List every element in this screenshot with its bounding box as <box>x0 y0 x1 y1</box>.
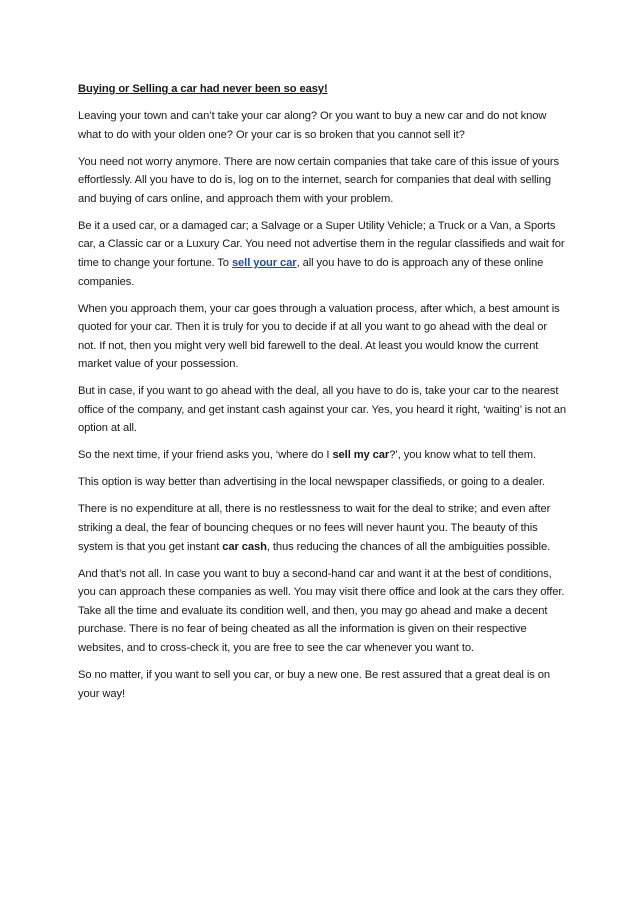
paragraph-3 <box>78 217 568 291</box>
paragraph-8 <box>78 500 568 556</box>
paragraph-3-text-end: , all you have to do is approach any of these online companies. <box>78 256 544 288</box>
paragraph-4: When you approach them, your car goes through a valuation process, after which, a best amount is quoted for your car. Then it is truly for you to decide if at all you want to go ahead with the deal or not. If not, then you might very well bid farewell to the deal. At least you would know the current market value of your possession. <box>78 302 560 371</box>
paragraph-2: You need not worry anymore. There are now certain companies that take care of this issue of yours effortlessly. All you have to do is, log on to the internet, search for companies that deal with selling and buying of cars online, and approach them with your problem. <box>78 155 559 205</box>
paragraph-10: So no matter, if you want to sell you car, or buy a new one. Be rest assured that a great deal is on your way! <box>78 668 550 700</box>
document-title: Buying or Selling a car had never been so easy! <box>78 83 328 95</box>
sell-my-car-bold: sell my car <box>332 449 390 462</box>
document-page <box>78 80 568 712</box>
paragraph-3-text-start: Be it a used car, or a damaged car; a Salvage or a Super Utility Vehicle; a Truck or a Van, a Sports car, a Classic car or a Luxury Car. You need not advertise them in the regular classifieds and wait for time to change your fortune. To <box>78 219 565 269</box>
paragraph-8-text-start: There is no expenditure at all, there is no restlessness to wait for the deal to strike; and even after striking a deal, the fear of bouncing cheques or no fees will never haunt you. The beauty of this system is that you get instant <box>78 503 551 553</box>
paragraph-9: And that’s not all. In case you want to buy a second-hand car and want it at the best of conditions, you can approach these companies as well. You may visit there office and look at the cars they offer. Take all the time and evaluate its condition well, and then, you may go ahead and make a decent purchase. There is no fear of being cheated as all the information is given on their respective websites, and to cross-check it, you are free to see the car whenever you want to. <box>78 567 565 654</box>
paragraph-6-text-end: ?’, you know what to tell them. <box>389 449 536 462</box>
paragraph-8-text-end: , thus reducing the chances of all the ambiguities possible. <box>266 540 551 553</box>
paragraph-5: But in case, if you want to go ahead with the deal, all you have to do is, take your car to the nearest office of the company, and get instant cash against your car. Yes, you heard it right, ‘waiting’ is not an option at all. <box>78 385 566 435</box>
paragraph-7: This option is way better than advertising in the local newspaper classifieds, or going to a dealer. <box>78 476 545 489</box>
car-cash-bold: car cash <box>222 540 267 553</box>
paragraph-6-text-start: So the next time, if your friend asks you, ‘where do I <box>78 449 333 462</box>
paragraph-1: Leaving your town and can’t take your car along? Or you want to buy a new car and do not know what to do with your olden one? Or your car is so broken that you cannot sell it? <box>78 110 547 141</box>
sell-your-car-link[interactable]: sell your car <box>231 256 297 269</box>
paragraph-6 <box>78 446 568 465</box>
